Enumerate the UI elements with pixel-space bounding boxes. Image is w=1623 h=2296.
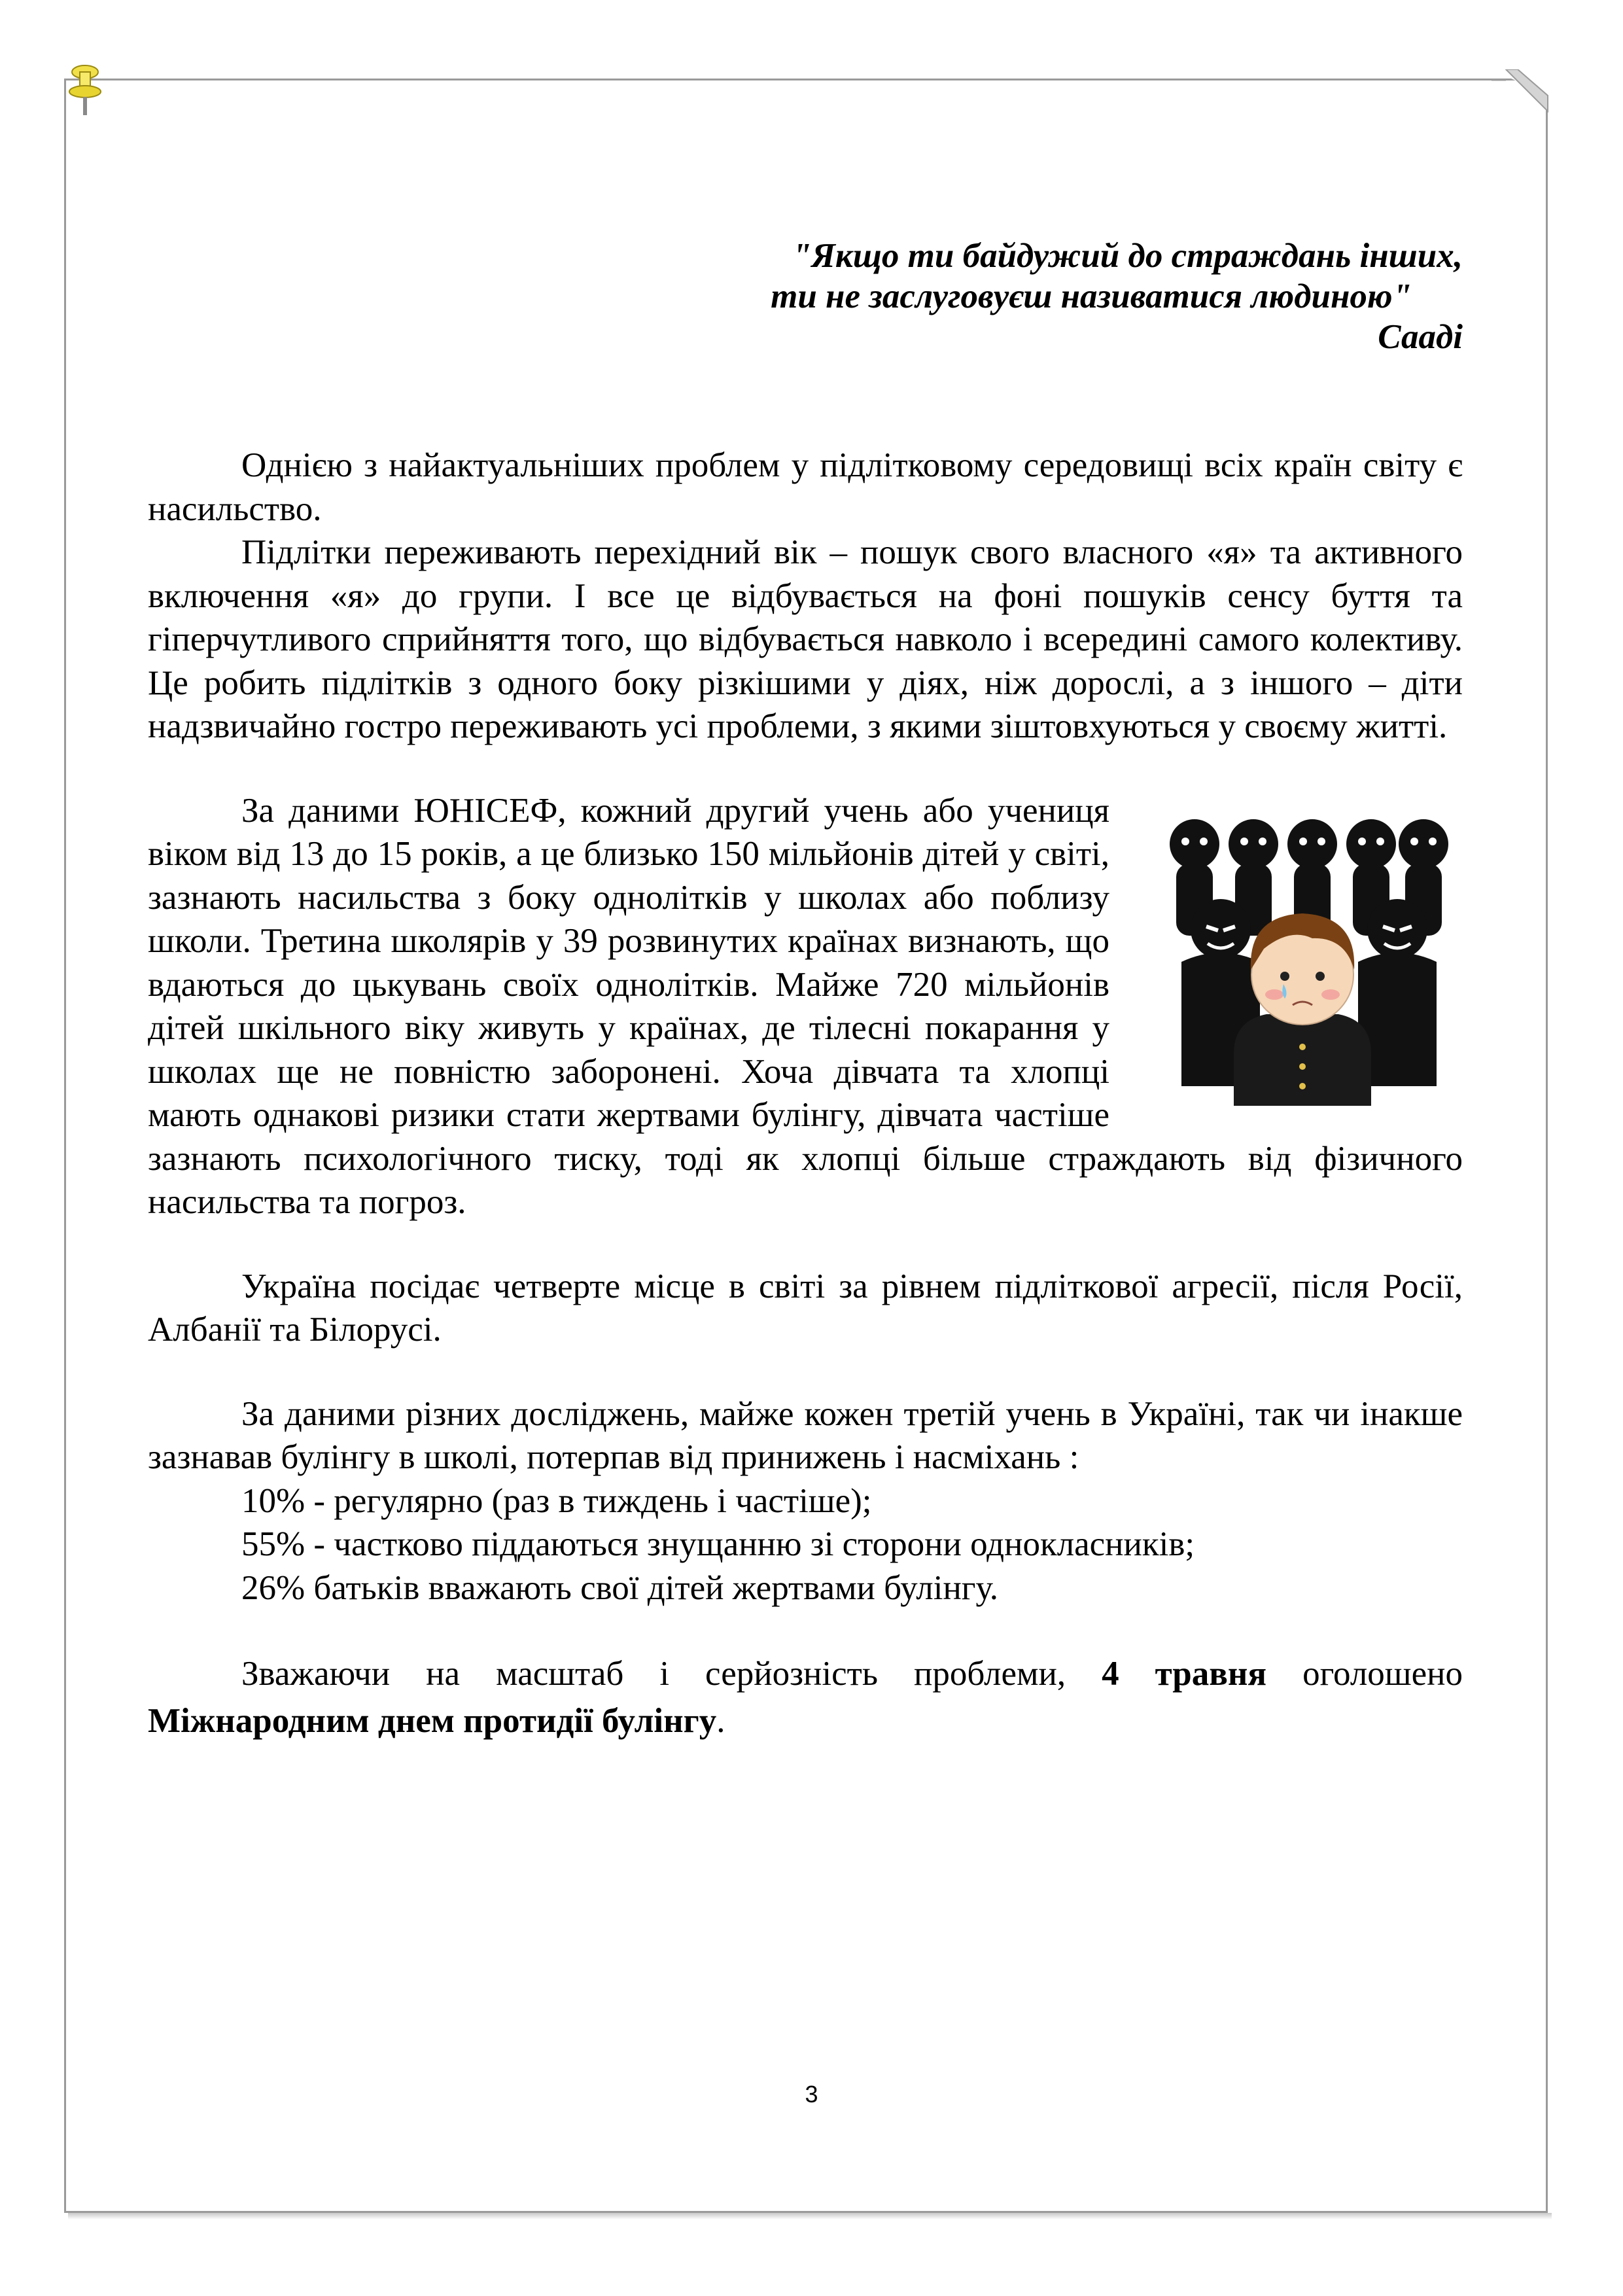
- conclusion-date: 4 травня: [1102, 1655, 1267, 1693]
- epigraph: [148, 236, 1463, 357]
- stat-item: 26% батьків вважають свої дітей жертвами булінгу.: [241, 1568, 998, 1607]
- stats-list: [148, 1479, 1463, 1610]
- page-shadow: [68, 2213, 1552, 2219]
- conclusion-day-name: Міжнародним днем протидії булінгу: [148, 1702, 717, 1740]
- page-content: [148, 236, 1463, 1744]
- stat-item: 10% - регулярно (раз в тиждень і частіше);: [241, 1481, 872, 1520]
- paragraph-intro: Однією з найактуальніших проблем у підлітковому середовищі всіх країн світу є насильство.: [148, 446, 1463, 528]
- paragraph-research: За даними різних досліджень, майже кожен третій учень в Україні, так чи інакше зазнавав булінгу в школі, потерпав від принижень і насміхань :: [148, 1394, 1463, 1476]
- paragraph-teenagers: Підлітки переживають перехідний вік – пошук свого власного «я» та активного включення «я» до групи. І все це відбувається на фоні пошуків сенсу буття та гіперчутливого сприйняття того, що відбувається навколо і всередині самого колективу. Це робить підлітків з одного боку різкішими у діях, ніж дорослі, а з іншого – діти надзвичайно гостро переживають усі проблеми, з якими зіштовхуються у своєму житті.: [148, 533, 1463, 745]
- bullying-illustration: [1136, 798, 1463, 1106]
- conclusion-text-start: Зважаючи на масштаб і серйозність проблеми,: [241, 1655, 1102, 1693]
- epigraph-line-1: "Якщо ти байдужий до страждань інших,: [792, 237, 1463, 275]
- push-pin-icon: [65, 63, 105, 122]
- conclusion-text-mid: оголошено: [1266, 1655, 1463, 1693]
- stat-item: 55% - частково піддаються знущанню зі сторони однокласників;: [241, 1525, 1195, 1563]
- epigraph-author: Сааді: [1378, 318, 1463, 356]
- paragraph-ukraine-rank: Україна посідає четверте місце в світі за рівнем підліткової агресії, після Росії, Албанії та Білорусі.: [148, 1267, 1463, 1349]
- unicef-section: [148, 789, 1463, 1224]
- page-number: 3: [805, 2081, 818, 2108]
- conclusion-text-end: .: [716, 1702, 725, 1740]
- epigraph-line-2: ти не заслуговуєш називатися людиною": [771, 277, 1412, 315]
- paragraph-conclusion: [148, 1650, 1463, 1744]
- paragraph-unicef: За даними ЮНІСЕФ, кожний другий учень або учениця віком від 13 до 15 років, а це близько 150 мільйонів дітей у світі, зазнають насильства з боку однолітків у школах або поблизу школи. Третина школярів у 39 розвинутих країнах визнають, що вдаються до цькувань своїх однолітків. Майже 720 мільйонів дітей шкільного віку живуть у країнах, де тілесні покарання у школах ще не повністю заборонені. Хоча дівчата та хлопці мають однакові ризики стати жертвами булінгу, дівчата частіше зазнають психологічного тиску, тоді як хлопці більше страждають від фізичного насильства та погроз.: [148, 791, 1463, 1221]
- page-curl-icon: [1492, 69, 1557, 135]
